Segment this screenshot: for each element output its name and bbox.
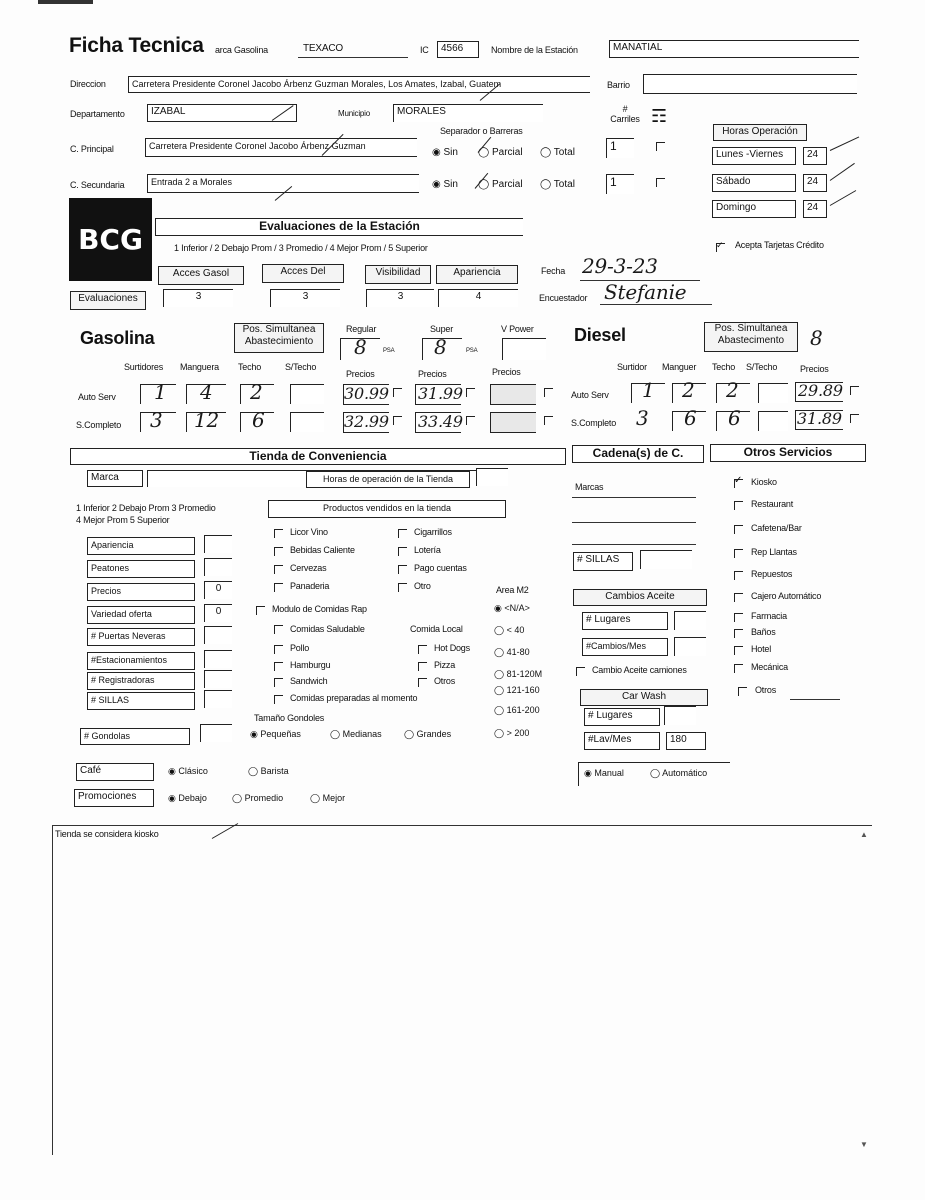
super-psa: PSA xyxy=(466,348,478,354)
tienda-field-label: #Estacionamientos xyxy=(87,652,195,670)
secundaria-carriles[interactable]: 1 xyxy=(606,174,634,194)
secundaria-radio-sin[interactable]: ◉ Sin xyxy=(432,179,458,190)
otros-label: Repuestos xyxy=(751,569,793,579)
area-option[interactable]: ◯ 161-200 xyxy=(494,705,540,715)
departamento-field[interactable]: IZABAL xyxy=(147,104,297,122)
principal-checkbox[interactable] xyxy=(656,142,665,151)
carwash-lugares-label: # Lugares xyxy=(584,708,660,726)
otros-label: Farmacia xyxy=(751,611,787,621)
otros-checkbox[interactable] xyxy=(734,571,743,580)
diesel-auto-precio: 29.89 xyxy=(798,381,843,400)
diesel-auto-label: Auto Serv xyxy=(571,390,609,400)
otros-label: Cafetena/Bar xyxy=(751,523,802,533)
principal-radio-total[interactable]: ◯ Total xyxy=(540,147,575,158)
gas-sc-techo: 6 xyxy=(252,408,265,432)
otros-servicios-title: Otros Servicios xyxy=(710,444,866,462)
scroll-down-icon[interactable]: ▼ xyxy=(860,1140,868,1149)
tienda-horas-field[interactable] xyxy=(476,468,508,486)
cambios-lugares-label: # Lugares xyxy=(582,612,668,630)
diesel-auto-surtidor: 1 xyxy=(642,378,655,402)
product-label: Pago cuentas xyxy=(414,563,467,573)
vpower-label: V Power xyxy=(501,324,534,334)
sabado-hours[interactable]: 24 xyxy=(803,174,827,192)
super-pos-value: 8 xyxy=(434,335,447,359)
food-label: Hamburgu xyxy=(290,660,331,670)
domingo-label: Domingo xyxy=(712,200,796,218)
cafe-barista[interactable]: ◯ Barista xyxy=(248,766,289,776)
regular-pos-value: 8 xyxy=(354,335,367,359)
otros-checkbox[interactable] xyxy=(734,613,743,622)
diesel-sc-surtidor[interactable]: 3 xyxy=(636,406,649,430)
wash-manual[interactable]: ◉ Manual xyxy=(584,768,624,778)
acces-gasol-value[interactable]: 3 xyxy=(163,289,233,307)
promo-mejor[interactable]: ◯ Mejor xyxy=(310,793,346,803)
ic-label: IC xyxy=(420,45,429,55)
product-checkbox[interactable] xyxy=(398,583,407,592)
cadena-sillas-field[interactable] xyxy=(640,550,692,569)
encuestador-label: Encuestador xyxy=(539,293,588,303)
tamano-pequenas[interactable]: ◉ Pequeñas xyxy=(250,729,301,739)
gas-sc-manguera: 12 xyxy=(194,408,220,432)
tienda-scale-1: 1 Inferior 2 Debajo Prom 3 Promedio xyxy=(76,503,216,513)
tienda-field-value[interactable] xyxy=(204,690,232,708)
area-option[interactable]: ◯ > 200 xyxy=(494,728,530,738)
food-label: Otros xyxy=(434,676,456,686)
tienda-field-label: Apariencia xyxy=(87,537,195,555)
product-label: Licor Vino xyxy=(290,527,328,537)
vpower-pos-box[interactable] xyxy=(502,338,546,360)
diesel-sc-stecho[interactable] xyxy=(758,411,788,431)
gasolina-title: Gasolina xyxy=(80,328,155,348)
bcg-logo: BCG xyxy=(69,198,152,281)
acces-del-value[interactable]: 3 xyxy=(270,289,340,307)
lunes-viernes-label: Lunes -Viernes xyxy=(712,147,796,165)
food-checkbox[interactable] xyxy=(418,678,427,687)
evaluaciones-title: Evaluaciones de la Estación xyxy=(155,218,523,236)
gas-sc-regular-check[interactable] xyxy=(393,416,402,425)
diesel-pos-value[interactable]: 8 xyxy=(810,326,823,350)
diesel-scompleto-label: S.Completo xyxy=(571,418,617,428)
wash-automatico[interactable]: ◯ Automático xyxy=(650,768,708,778)
otros-checkbox[interactable] xyxy=(734,549,743,558)
principal-field[interactable]: Carretera Presidente Coronel Jacobo Árbenz Guzman xyxy=(145,138,417,157)
gas-auto-techo: 2 xyxy=(250,380,263,404)
super-label: Super xyxy=(430,324,454,334)
product-label: Cigarrillos xyxy=(414,527,452,537)
barrio-label: Barrio xyxy=(607,80,630,90)
gas-auto-super: 31.99 xyxy=(418,384,463,403)
sabado-label: Sábado xyxy=(712,174,796,192)
modulo-label: Modulo de Comidas Rap xyxy=(272,604,367,614)
tienda-horas-label: Horas de operación de la Tienda xyxy=(306,471,470,488)
product-label: Bebidas Caliente xyxy=(290,545,355,555)
area-option[interactable]: ◯ 121-160 xyxy=(494,685,540,695)
diesel-col-surtidor: Surtidor xyxy=(617,362,647,372)
gas-sc-regular: 32.99 xyxy=(344,412,389,431)
domingo-hours[interactable]: 24 xyxy=(803,200,827,218)
principal-label: C. Principal xyxy=(70,144,114,154)
otros-label: Restaurant xyxy=(751,499,794,509)
comidas-saludable-label: Comidas Saludable xyxy=(290,624,365,634)
secundaria-radio-parcial[interactable]: ◯ Parcial xyxy=(478,179,523,190)
municipio-label: Municipio xyxy=(338,109,370,118)
diesel-title: Diesel xyxy=(574,325,626,345)
barrio-field[interactable] xyxy=(643,74,857,94)
visibilidad-value[interactable]: 3 xyxy=(366,289,434,307)
product-checkbox[interactable] xyxy=(274,565,283,574)
gas-sc-super: 33.49 xyxy=(418,412,463,431)
otros-label: Kiosko xyxy=(751,477,777,487)
cadena-sillas-label: # SILLAS xyxy=(573,552,633,571)
product-checkbox[interactable] xyxy=(274,583,283,592)
product-checkbox[interactable] xyxy=(274,529,283,538)
acepta-check-icon: ✓ xyxy=(716,240,724,250)
col-surtidores: Surtidores xyxy=(124,362,164,372)
diesel-auto-techo: 2 xyxy=(726,378,739,402)
tamano-medianas[interactable]: ◯ Medianas xyxy=(330,729,382,739)
separador-label: Separador o Barreras xyxy=(440,126,523,136)
otros-checkbox[interactable] xyxy=(734,593,743,602)
diesel-sc-precio: 31.89 xyxy=(797,409,842,428)
direccion-field[interactable]: Carretera Presidente Coronel Jacobo Árbenz Guzman Morales, Los Amates, Izabal, Guatem xyxy=(128,76,590,93)
food-checkbox[interactable] xyxy=(418,645,427,654)
lav-mes-label: #Lav/Mes xyxy=(584,732,660,750)
cambios-mes-field[interactable] xyxy=(674,637,706,656)
gas-auto-stecho[interactable] xyxy=(290,384,324,404)
gas-sc-surtidores: 3 xyxy=(150,408,163,432)
product-checkbox[interactable] xyxy=(398,565,407,574)
gas-auto-vpower-check[interactable] xyxy=(544,388,553,397)
visibilidad-label: Visibilidad xyxy=(365,265,431,284)
promociones-label: Promociones xyxy=(74,789,154,807)
tienda-field-label: # SILLAS xyxy=(87,692,195,710)
gas-sc-vpower-check[interactable] xyxy=(544,416,553,425)
kiosko-check-icon: ✓ xyxy=(734,475,743,486)
regular-psa: PSA xyxy=(383,348,395,354)
notes-text[interactable]: Tienda se considera kiosko xyxy=(55,829,159,839)
acepta-tarjetas-label: Acepta Tarjetas Crédito xyxy=(735,240,824,250)
apariencia-label: Apariencia xyxy=(436,265,518,284)
product-checkbox[interactable] xyxy=(398,547,407,556)
otros-label: Baños xyxy=(751,627,776,637)
cambios-mes-label: #Cambios/Mes xyxy=(582,638,668,656)
diesel-col-stecho: S/Techo xyxy=(746,362,778,372)
cambios-aceite-title: Cambios Aceite xyxy=(573,589,707,606)
food-label: Comidas preparadas al momento xyxy=(290,693,418,703)
food-checkbox[interactable] xyxy=(274,645,283,654)
gas-auto-vpower[interactable] xyxy=(490,384,536,405)
gas-auto-manguera: 4 xyxy=(200,380,213,404)
horas-operacion-button[interactable]: Horas Operación xyxy=(713,124,807,141)
otros-checkbox[interactable] xyxy=(734,646,743,655)
food-checkbox[interactable] xyxy=(418,662,427,671)
nombre-label: Nombre de la Estación xyxy=(491,45,578,55)
form-title: Ficha Tecnica xyxy=(69,34,204,57)
col-techo: Techo xyxy=(238,362,262,372)
tienda-field-value[interactable] xyxy=(204,535,232,553)
otros-checkbox[interactable] xyxy=(734,629,743,638)
tienda-field-value[interactable] xyxy=(204,558,232,576)
principal-radio-parcial[interactable]: ◯ Parcial xyxy=(478,147,523,158)
fecha-label: Fecha xyxy=(541,266,566,276)
modulo-checkbox[interactable] xyxy=(256,606,265,615)
tienda-field-value[interactable] xyxy=(204,626,232,644)
food-label: Pollo xyxy=(290,643,310,653)
marca-value: TEXACO xyxy=(303,43,343,54)
gas-auto-label: Auto Serv xyxy=(78,392,116,402)
tienda-marca-label: Marca xyxy=(87,470,143,487)
secundaria-label: C. Secundaria xyxy=(70,180,125,190)
carwash-lugares-field[interactable] xyxy=(664,706,696,725)
lav-mes-field[interactable]: 180 xyxy=(666,732,706,750)
departamento-label: Departamento xyxy=(70,109,125,119)
diesel-auto-manguer: 2 xyxy=(682,378,695,402)
tienda-field-value[interactable] xyxy=(204,650,232,668)
otros-label: Rep Llantas xyxy=(751,547,797,557)
secundaria-checkbox[interactable] xyxy=(656,178,665,187)
comida-local-label: Comida Local xyxy=(410,624,463,634)
cafe-clasico[interactable]: ◉ Clásico xyxy=(168,766,208,776)
diesel-sc-techo: 6 xyxy=(728,406,741,430)
col-precio-vpower: Precios xyxy=(492,367,521,377)
otros-checkbox[interactable] xyxy=(734,664,743,673)
otros-checkbox[interactable] xyxy=(734,501,743,510)
product-label: Otro xyxy=(414,581,431,591)
gas-auto-super-check[interactable] xyxy=(466,388,475,397)
evaluaciones-label: Evaluaciones xyxy=(70,291,146,310)
area-option[interactable]: ◉ <N/A> xyxy=(494,603,530,613)
col-precio-super: Precios xyxy=(418,369,447,379)
diesel-col-precios: Precios xyxy=(800,364,829,374)
otros-label: Mecánica xyxy=(751,662,788,672)
acces-gasol-label: Acces Gasol xyxy=(158,266,244,285)
otros-label: Cajero Automático xyxy=(751,591,822,601)
productos-label: Productos vendidos en la tienda xyxy=(268,500,506,518)
evaluaciones-scale: 1 Inferior / 2 Debajo Prom / 3 Promedio / 4 Mejor Prom / 5 Superior xyxy=(174,243,428,253)
gas-sc-super-check[interactable] xyxy=(466,416,475,425)
food-label: Hot Dogs xyxy=(434,643,470,653)
diesel-col-manguer: Manguer xyxy=(662,362,697,372)
diesel-auto-stecho[interactable] xyxy=(758,383,788,403)
col-precio-regular: Precios xyxy=(346,369,375,379)
carriles-label: # Carriles xyxy=(610,104,640,124)
product-label: Cervezas xyxy=(290,563,327,573)
col-stecho: S/Techo xyxy=(285,362,317,372)
camiones-checkbox[interactable] xyxy=(576,667,585,676)
gas-auto-regular: 30.99 xyxy=(344,384,389,403)
ic-field[interactable]: 4566 xyxy=(437,41,479,58)
marcas-label: Marcas xyxy=(575,482,604,492)
product-checkbox[interactable] xyxy=(398,529,407,538)
food-checkbox[interactable] xyxy=(274,695,283,704)
nombre-field[interactable]: MANATIAL xyxy=(609,40,859,58)
comidas-saludable-checkbox[interactable] xyxy=(274,625,283,634)
tienda-title: Tienda de Conveniencia xyxy=(70,448,566,465)
product-label: Lotería xyxy=(414,545,441,555)
gas-auto-regular-check[interactable] xyxy=(393,388,402,397)
tienda-field-label: # Puertas Neveras xyxy=(87,628,195,646)
diesel-pos-label: Pos. Simultanea Abastecimento xyxy=(704,322,798,352)
diesel-col-techo: Techo xyxy=(712,362,736,372)
encuestador-value[interactable]: Stefanie xyxy=(604,280,687,304)
secundaria-radio-total[interactable]: ◯ Total xyxy=(540,179,575,190)
cafe-label: Café xyxy=(76,763,154,781)
tienda-field-value[interactable]: 0 xyxy=(204,581,232,599)
area-option[interactable]: ◯ 41-80 xyxy=(494,647,530,657)
gondolas-field[interactable] xyxy=(200,724,232,742)
food-label: Pizza xyxy=(434,660,456,670)
promo-debajo[interactable]: ◉ Debajo xyxy=(168,793,207,803)
food-checkbox[interactable] xyxy=(274,678,283,687)
area-label: Area M2 xyxy=(496,585,529,595)
gas-sc-vpower[interactable] xyxy=(490,412,536,433)
diesel-auto-check[interactable] xyxy=(850,386,859,395)
cadena-title: Cadena(s) de C. xyxy=(572,445,704,463)
scan-edge-mark xyxy=(38,0,93,4)
principal-radio-sin[interactable]: ◉ Sin xyxy=(432,147,458,158)
otros-label: Hotel xyxy=(751,644,772,654)
regular-label: Regular xyxy=(346,324,377,334)
gas-scompleto-label: S.Completo xyxy=(76,420,122,430)
apariencia-value[interactable]: 4 xyxy=(438,289,518,307)
gas-sc-stecho[interactable] xyxy=(290,412,324,432)
principal-carriles[interactable]: 1 xyxy=(606,138,634,158)
gas-auto-surtidores: 1 xyxy=(154,380,167,404)
scroll-up-icon[interactable]: ▲ xyxy=(860,830,868,839)
car-wash-title: Car Wash xyxy=(580,689,708,706)
otros-label: Otros xyxy=(755,685,777,695)
diesel-sc-check[interactable] xyxy=(850,414,859,423)
cambios-lugares-field[interactable] xyxy=(674,611,706,630)
acces-del-label: Acces Del xyxy=(262,264,344,283)
otros-checkbox[interactable] xyxy=(738,687,747,696)
direccion-label: Direccion xyxy=(70,79,106,89)
traffic-light-icon: ☶ xyxy=(651,106,668,126)
food-label: Sandwich xyxy=(290,676,328,686)
tamano-grandes[interactable]: ◯ Grandes xyxy=(404,729,452,739)
tienda-scale-2: 4 Mejor Prom 5 Superior xyxy=(76,515,170,525)
marca-label: arca Gasolina xyxy=(215,45,268,55)
tienda-field-label: Precios xyxy=(87,583,195,601)
tienda-field-label: Peatones xyxy=(87,560,195,578)
gondolas-label: # Gondolas xyxy=(80,728,190,745)
col-manguera: Manguera xyxy=(180,362,219,372)
area-option[interactable]: ◯ < 40 xyxy=(494,625,525,635)
food-checkbox[interactable] xyxy=(274,662,283,671)
tienda-field-value[interactable] xyxy=(204,670,232,688)
secundaria-field[interactable]: Entrada 2 a Morales xyxy=(147,174,419,193)
area-option[interactable]: ◯ 81-120M xyxy=(494,669,543,679)
camiones-label: Cambio Aceite camiones xyxy=(592,665,687,675)
tienda-field-value[interactable]: 0 xyxy=(204,604,232,622)
tamano-label: Tamaño Gondoles xyxy=(254,713,325,723)
gasolina-pos-label: Pos. Simultanea Abastecimiento xyxy=(234,323,324,353)
diesel-sc-manguer: 6 xyxy=(684,406,697,430)
product-label: Panaderia xyxy=(290,581,330,591)
tienda-field-label: # Registradoras xyxy=(87,672,195,690)
fecha-value[interactable]: 29-3-23 xyxy=(582,254,658,278)
otros-checkbox[interactable] xyxy=(734,525,743,534)
promo-promedio[interactable]: ◯ Promedio xyxy=(232,793,284,803)
product-checkbox[interactable] xyxy=(274,547,283,556)
municipio-field[interactable]: MORALES xyxy=(393,104,543,122)
lunes-viernes-hours[interactable]: 24 xyxy=(803,147,827,165)
tienda-field-label: Variedad oferta xyxy=(87,606,195,624)
